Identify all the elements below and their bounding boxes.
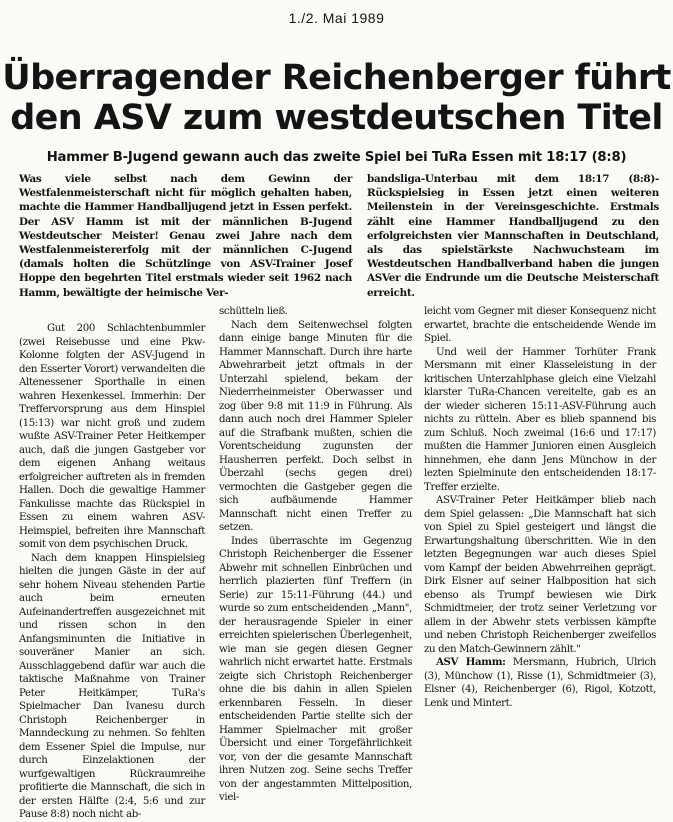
article-column-1 xyxy=(19,322,205,822)
paragraph: Gut 200 Schlachtenbummler (zwei Reisebusse und eine Pkw-Kolonne folgten der ASV-Jugend in den Esserter Vorort) verwandelten die Altenessener Sporthalle in einen wahren Hexenkessel. Immerhin: Der Treffervorsprung aus dem Hinspiel (15:13) war nicht groß und zudem wußte ASV-Trainer Peter Heitkemper auch, daß die jungen Gastgeber vor dem eigenen Anhang weitaus erfolgreicher auftreten als in fremden Hallen. Doch die gewaltige Hammer Fankulisse machte das Rückspiel in Essen zu einem wahren ASV-Heimspiel, befreiten ihre Mannschaft somit von dem psychischen Druck. xyxy=(19,323,205,550)
lead-paragraph-left: Was viele selbst nach dem Gewinn der Westfalenmeisterschaft nicht für möglich gehalten haben, machte die Hammer Handballjugend jetzt in Essen perfekt. Der ASV Hamm ist mit der männlichen B-Jugend Westdeutscher Meister! Genau zwei Jahre nach dem Westfalenmeistererfolg mit der männlichen C-Jugend (damals holten die Schützlinge von ASV-Trainer Josef Hoppe den begehrten Titel erstmals wieder seit 1962 nach Hamm, bewältigte der heimische Ver- xyxy=(19,173,352,299)
article-column-3 xyxy=(424,305,656,710)
headline-line-2: den ASV zum westdeutschen Titel xyxy=(10,98,663,138)
paragraph: leicht vom Gegner mit dieser Konsequenz nicht erwartet, brachte die entscheidende Wende im Spiel. xyxy=(424,306,656,344)
publication-date: 1./2. Mai 1989 xyxy=(288,10,385,26)
subheadline: Hammer B-Jugend gewann auch das zweite Spiel bei TuRa Essen mit 18:17 (8:8) xyxy=(46,150,627,165)
paragraph: ASV-Trainer Peter Heitkämper blieb nach dem Spiel gelassen: „Die Mannschaft hat sich von Spiel zu Spiel gesteigert und längst die Erwartungshaltung überschritten. Wie in den letzten Begegnungen war auch dieses Spiel vom Kampf der beiden Abwehrreihen geprägt. Dirk Elsner auf seiner Halbposition hat sich ebenso als Trumpf bewiesen wie Dirk Schmidtmeier, der trotz seiner Verletzung vor allem in der Abwehr stets verbissen kämpfte und neben Christoph Reichenberger zweifellos zu den Match-Gewinnern zählt." xyxy=(424,495,656,655)
article-column-2 xyxy=(219,305,412,805)
paragraph: Und weil der Hammer Torhüter Frank Mersmann mit einer Klasseleistung in der kritischen Unterzahlphase gleich eine Vielzahl klarster TuRa-Chancen vereitelte, gab es an der wieder sicheren 15:11-ASV-Führung auch nichts zu rütteln. Aber es blieb spannend bis zum Schluß. Noch zweimal (16:6 und 17:17) mußten die Hammer Junioren einen Ausgleich hinnehmen, ehe dann Jens Münchow in der lezten Spielminute den entscheidenden 18:17-Treffer erzielte. xyxy=(424,346,656,493)
headline-line-1: Überragender Reichenberger führt xyxy=(2,58,671,98)
lineup-players: Mersmann, Hubrich, Ulrich (3), Münchow (1), Risse (1), Schmidtmeier (3), Elsner (4), Reichenberger (6), Rigol, Kotzott, Lenk und Mintert. xyxy=(424,657,657,709)
headline xyxy=(0,58,673,138)
paragraph: Nach dem knappen Hinspielsieg hielten die jungen Gäste in der auf sehr hohem Niveau stehenden Partie auch beim erneuten Aufeinandertreffen ausgezeichnet mit und rissen schon in den Anfangsminunten die Initiative in souveräner Manier an sich. Ausschlaggebend dafür war auch die taktische Maßnahme von Trainer Peter Heitkämper, TuRa's Spielmacher Dan Ivanesu durch Christoph Reichenberger in Manndeckung zu nehmen. So fehlten dem Essener Spiel die Impulse, nur durch Einzelaktionen der wurfgewaltigen Rückraumreihe profitierte die Mannschaft, die sich in der ersten Hälfte (2:4, 5:6 und zur Pause 8:8) noch nicht ab- xyxy=(19,552,205,820)
team-lineup xyxy=(424,656,656,710)
lead-paragraph-right: bandsliga-Unterbau mit dem 18:17 (8:8)-Rückspielsieg in Essen jetzt einen weiteren Meilenstein in der Vereinsgeschichte. Erstmals zählt eine Hammer Handballjugend zu den erfolgreichsten vier Mannschaften in Deutschland, als das spielstärkste Nachwuchsteam im Westdeutschen Handballverband haben die jungen ASVer die Endrunde um die Deutsche Meisterschaft erreicht. xyxy=(367,173,659,299)
paragraph: schütteln ließ. xyxy=(219,306,288,317)
paragraph: Indes überraschte im Gegenzug Christoph Reichenberger die Essener Abwehr mit schnellen Einbrüchen und herrlich plazierten fünf Treffern (in Serie) zur 15:11-Führung (44.) und wurde so zum entscheidenden „Mann", der herausragende Spieler in einer erreichten spielerischen Überlegenheit, wie man sie gegen diesen Gegner wahrlich nicht erwartet hatte. Erstmals zeigte sich Christoph Reichenberger ohne die bis dahin in allen Spielen erkennbaren Fesseln. In dieser entscheidenden Partie stellte sich der Hammer Spielmacher mit großer Übersicht und einer Torgefährlichkeit vor, von der die gesamte Mannschaft ihren Nutzen zog. Seine sechs Treffer von der angestammten Mittelposition, viel- xyxy=(219,535,412,803)
lineup-label: ASV Hamm: xyxy=(436,656,506,668)
paragraph: Nach dem Seitenwechsel folgten dann einige bange Minuten für die Hammer Mannschaft. Durch ihre harte Abwehrarbeit jetzt oftmals in der Unterzahl spielend, bekam der Niederrheinmeister Oberwasser und zog über 9:8 mit 11:9 in Führung. Als dann auch noch drei Hammer Spieler auf die Strafbank mußten, schien die Vorentscheidung zugunsten der Hausherren perfekt. Doch selbst in Überzahl (sechs gegen drei) vermochten die Gastgeber gegen die sich aufbäumende Hammer Mannschaft nicht einen Treffer zu setzen. xyxy=(219,319,412,533)
